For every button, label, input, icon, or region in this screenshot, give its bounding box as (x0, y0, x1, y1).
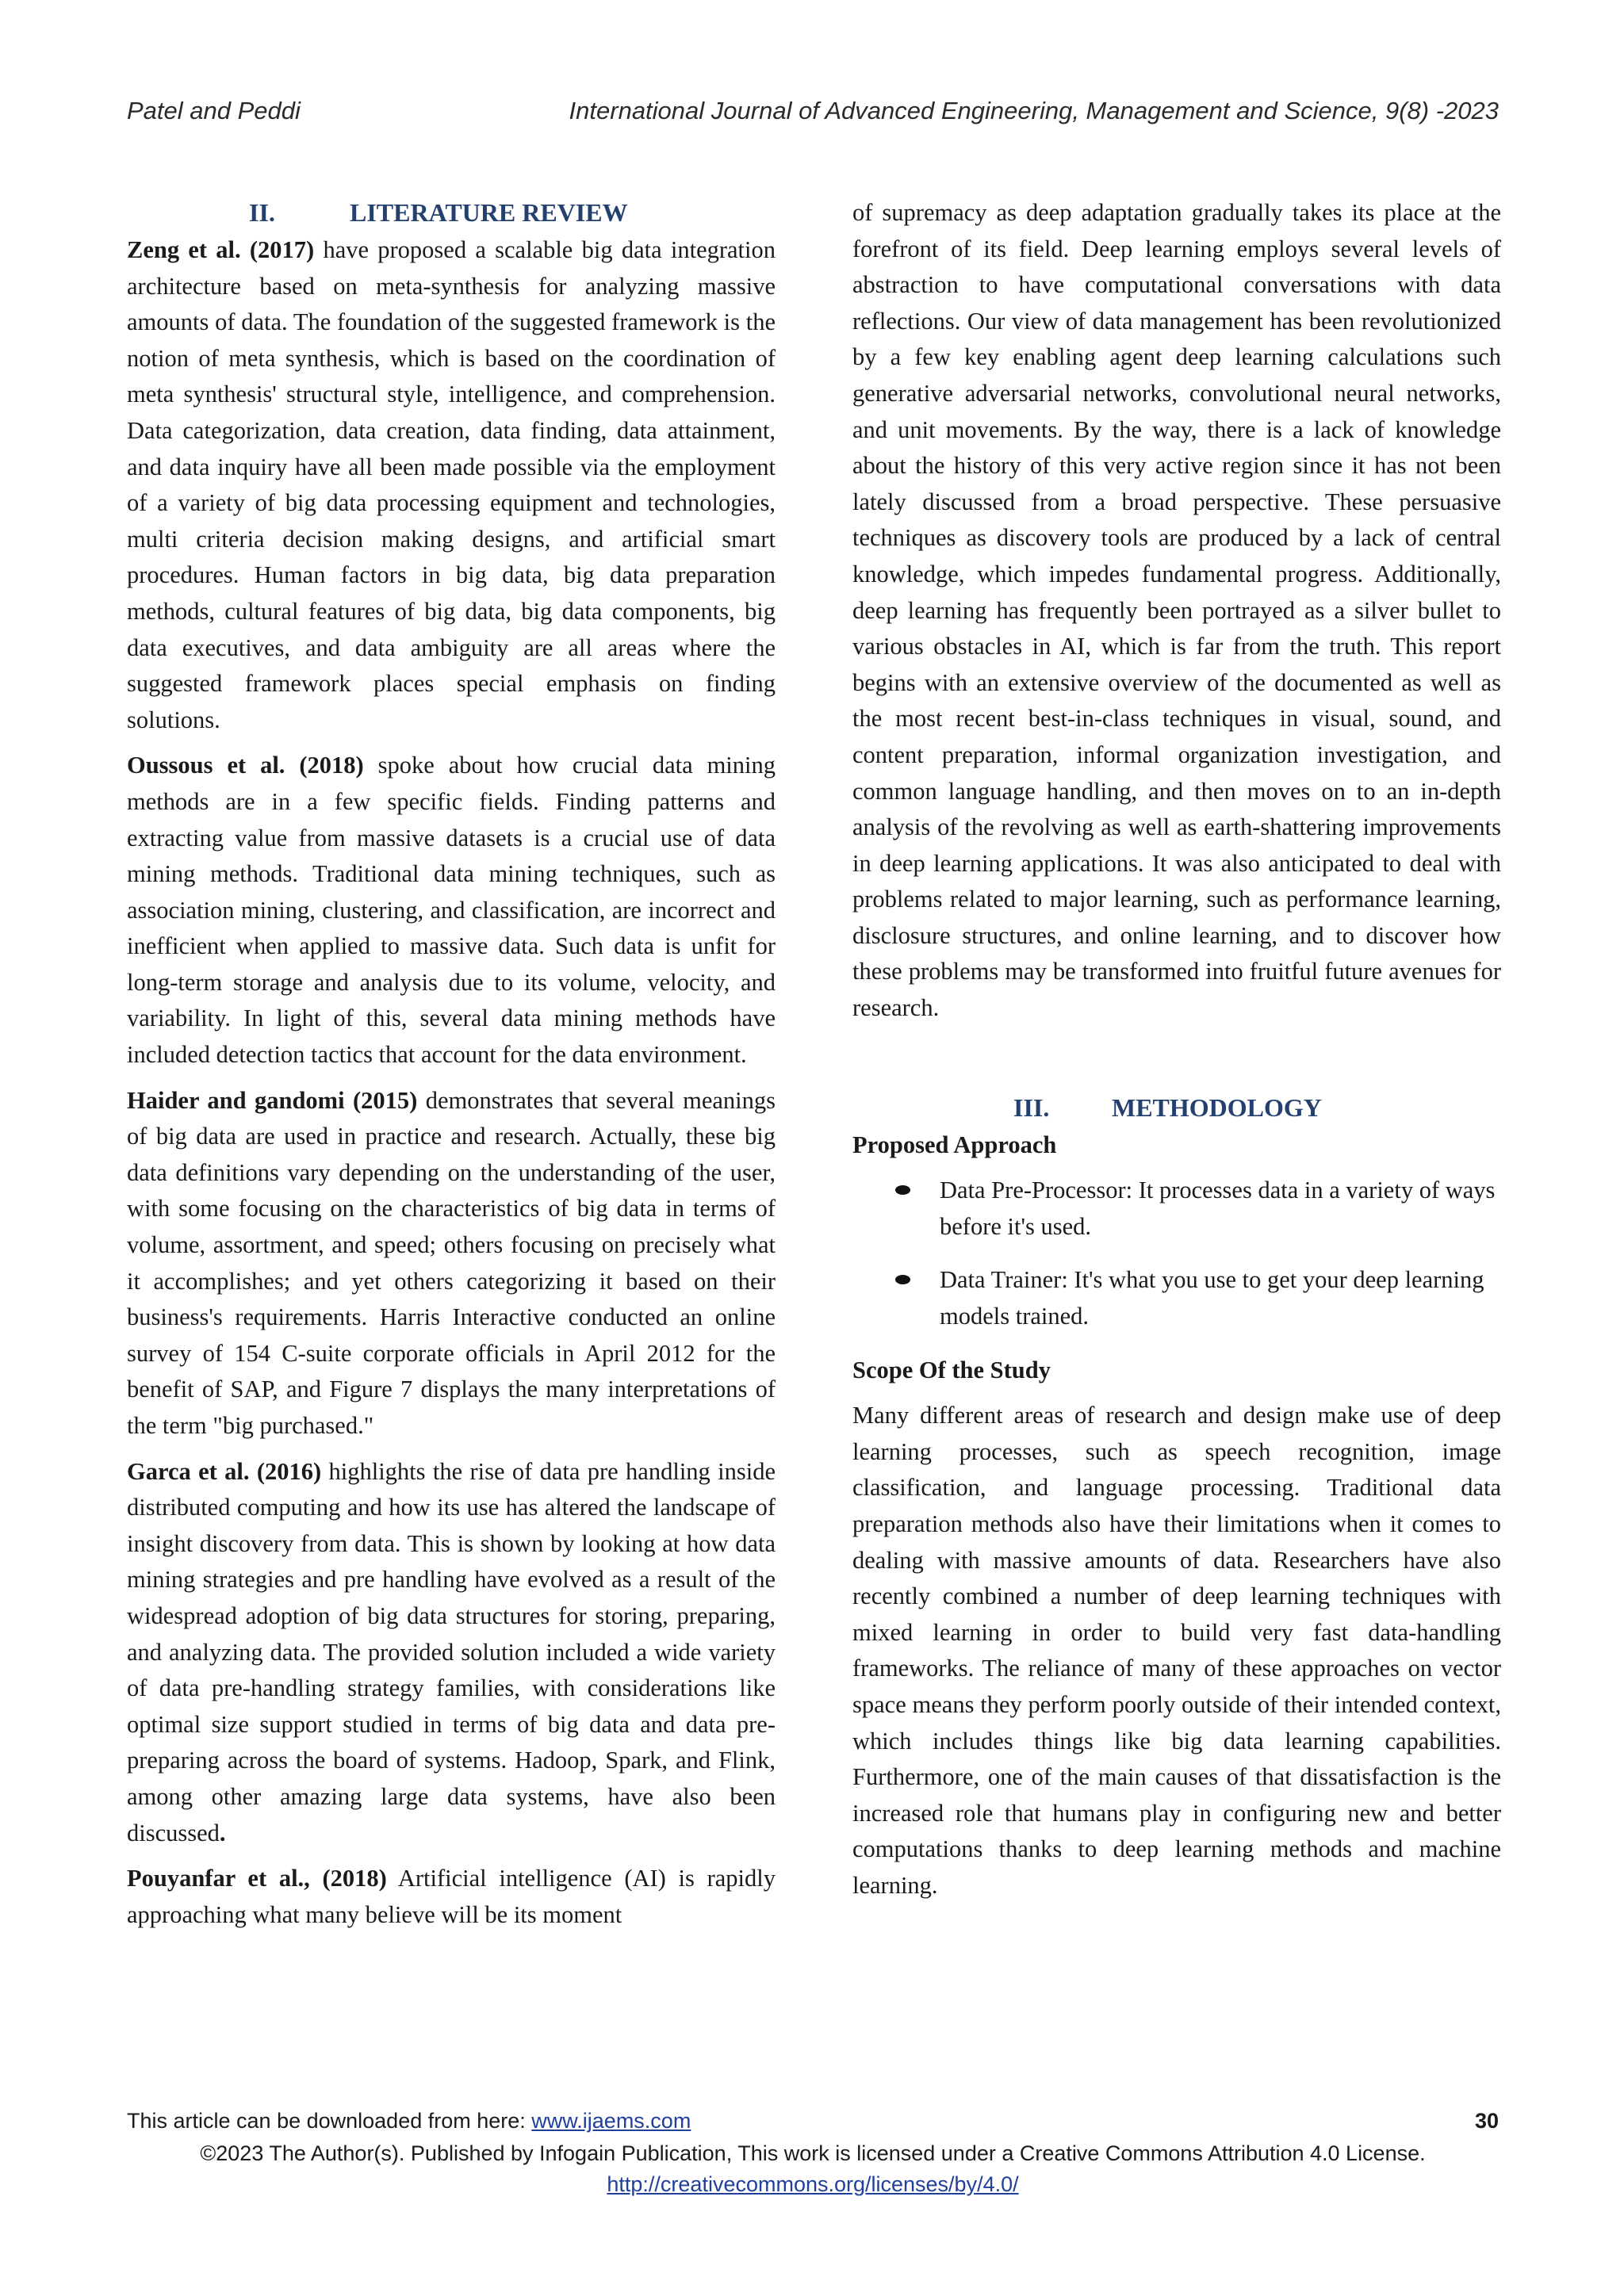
footer-license (127, 2172, 1499, 2197)
list-item: Data Pre-Processor: It processes data in a variety of ways before it's used. (852, 1173, 1501, 1245)
footer-download: This article can be downloaded from here: www.ijaems.com 30 (127, 2109, 1499, 2133)
running-header (127, 97, 1499, 132)
left-column (127, 195, 776, 1942)
bullet-icon (895, 1185, 910, 1195)
right-column (852, 195, 1501, 1914)
paragraph-haider: Haider and gandomi (2015) demonstrates that several meanings of big data are used in practice and research. Actually, these big data definitions vary depending on the understanding of the user, with some focusing on the characteristics of big data in terms of volume, assortment, and speed; others focusing on precisely what it accomplishes; and yet others categorizing it based on their business's requirements. Harris Interactive conducted an online survey of 154 C-suite corporate officials in April 2012 for the benefit of SAP, and Figure 7 displays the many interpretations of the term "big purchased." (127, 1086, 776, 1439)
paragraph-pouyanfar: Pouyanfar et al., (2018) Artificial intelligence (AI) is rapidly approaching what many believe will be its moment (127, 1865, 776, 1928)
methodology-heading (852, 1090, 1501, 1127)
footer-copyright: ©2023 The Author(s). Published by Infogain Publication, This work is licensed under a Creative Commons Attribution 4.0 License. (200, 2141, 1426, 2165)
paragraph-garca: Garca et al. (2016) highlights the rise of data pre handling inside distributed computing and how its use has altered the landscape of insight discovery from data. This is shown by looking at how data mining strategies and pre handling have evolved as a result of the widespread adoption of big data structures for storing, preparing, and analyzing data. The provided solution included a wide variety of data pre-handling strategy families, with considerations like optimal size support studied in terms of big data and data pre-preparing across the board of systems. Hadoop, Spark, and Flink, among other amazing large data systems, have also been discussed. (127, 1457, 776, 1846)
download-link[interactable]: www.ijaems.com (531, 2109, 691, 2133)
citation-lead: Zeng et al. (2017) (127, 236, 315, 263)
paragraph-pouyanfar-continued: of supremacy as deep adaptation gradually takes its place at the forefront of its field. Deep learning employs several levels of abstraction to have computational conversations with data reflections. Our view of data management has been revolutionized by a few key enabling agent deep learning calculations such generative adversarial networks, convolutional neural networks, and unit movements. By the way, there is a lack of knowledge about the history of this very active region since it has not been lately discussed from a broad perspective. These persuasive techniques as discovery tools are produced by a lack of central knowledge, which impedes fundamental progress. Additionally, deep learning has frequently been portrayed as a silver bullet to various obstacles in AI, which is far from the truth. This report begins with an extensive overview of the documented as well as the most recent best-in-class techniques in visual, sound, and content preparation, informal organization investigation, and common language handling, and then moves on to an in-depth analysis of the revolving as well as earth-shattering improvements in deep learning applications. It was also anticipated to deal with problems related to major learning, such as performance learning, disclosure structures, and online learning, and to discover how these problems may be transformed into fruitful future avenues for research. (852, 199, 1501, 1022)
citation-lead: Haider and gandomi (2015) (127, 1086, 418, 1114)
section-number: II. (249, 198, 275, 227)
scope-paragraph: Many different areas of research and design make use of deep learning processes, such as speech recognition, image classification, and language processing. Traditional data preparation methods also have their limitations when it comes to dealing with massive amounts of data. Researchers have also recently combined a number of deep learning techniques with mixed learning in order to build very fast data-handling frameworks. The reliance of many of these approaches on vector space means they perform poorly outside of their intended context, which includes things like big data learning capabilities. Furthermore, one of the main causes of that dissatisfaction is the increased role that humans play in configuring new and better computations thanks to deep learning methods and machine learning. (852, 1402, 1501, 1899)
proposed-approach-heading: Proposed Approach (852, 1131, 1057, 1158)
literature-review-heading (127, 195, 776, 232)
citation-lead: Oussous et al. (2018) (127, 752, 364, 779)
bullet-icon (895, 1275, 910, 1284)
section-title: LITERATURE REVIEW (350, 198, 628, 227)
page-number: 30 (1474, 2109, 1499, 2133)
license-link[interactable]: http://creativecommons.org/licenses/by/4.0/ (607, 2172, 1019, 2196)
approach-bullet-list (852, 1173, 1501, 1334)
citation-lead: Garca et al. (2016) (127, 1457, 322, 1485)
citation-lead: Pouyanfar et al., (2018) (127, 1865, 387, 1892)
paragraph-zeng: Zeng et al. (2017) have proposed a scalable big data integration architecture based on meta-synthesis for analyzing massive amounts of data. The foundation of the suggested framework is the notion of meta synthesis, which is based on the coordination of meta synthesis' structural style, intelligence, and comprehension. Data categorization, data creation, data finding, data attainment, and data inquiry have all been made possible via the employment of a variety of big data processing equipment and technologies, multi criteria decision making designs, and artificial smart procedures. Human factors in big data, big data preparation methods, cultural features of big data, big data components, big data executives, and data ambiguity are all areas where the suggested framework places special emphasis on finding solutions. (127, 236, 776, 733)
scope-heading: Scope Of the Study (852, 1356, 1051, 1383)
header-journal: International Journal of Advanced Engineering, Management and Science, 9(8) -2023 (569, 97, 1499, 124)
section-number: III. (1013, 1093, 1050, 1122)
list-item: Data Trainer: It's what you use to get your deep learning models trained. (852, 1262, 1501, 1334)
header-authors: Patel and Peddi (127, 97, 301, 124)
section-title: METHODOLOGY (1112, 1093, 1322, 1122)
paragraph-oussous: Oussous et al. (2018) spoke about how crucial data mining methods are in a few specific fields. Finding patterns and extracting value from massive datasets is a crucial use of data mining methods. Traditional data mining techniques, such as association mining, clustering, and classification, are incorrect and inefficient when applied to massive data. Such data is unfit for long-term storage and analysis due to its volume, velocity, and variability. In light of this, several data mining methods have included detection tactics that account for the data environment. (127, 752, 776, 1069)
